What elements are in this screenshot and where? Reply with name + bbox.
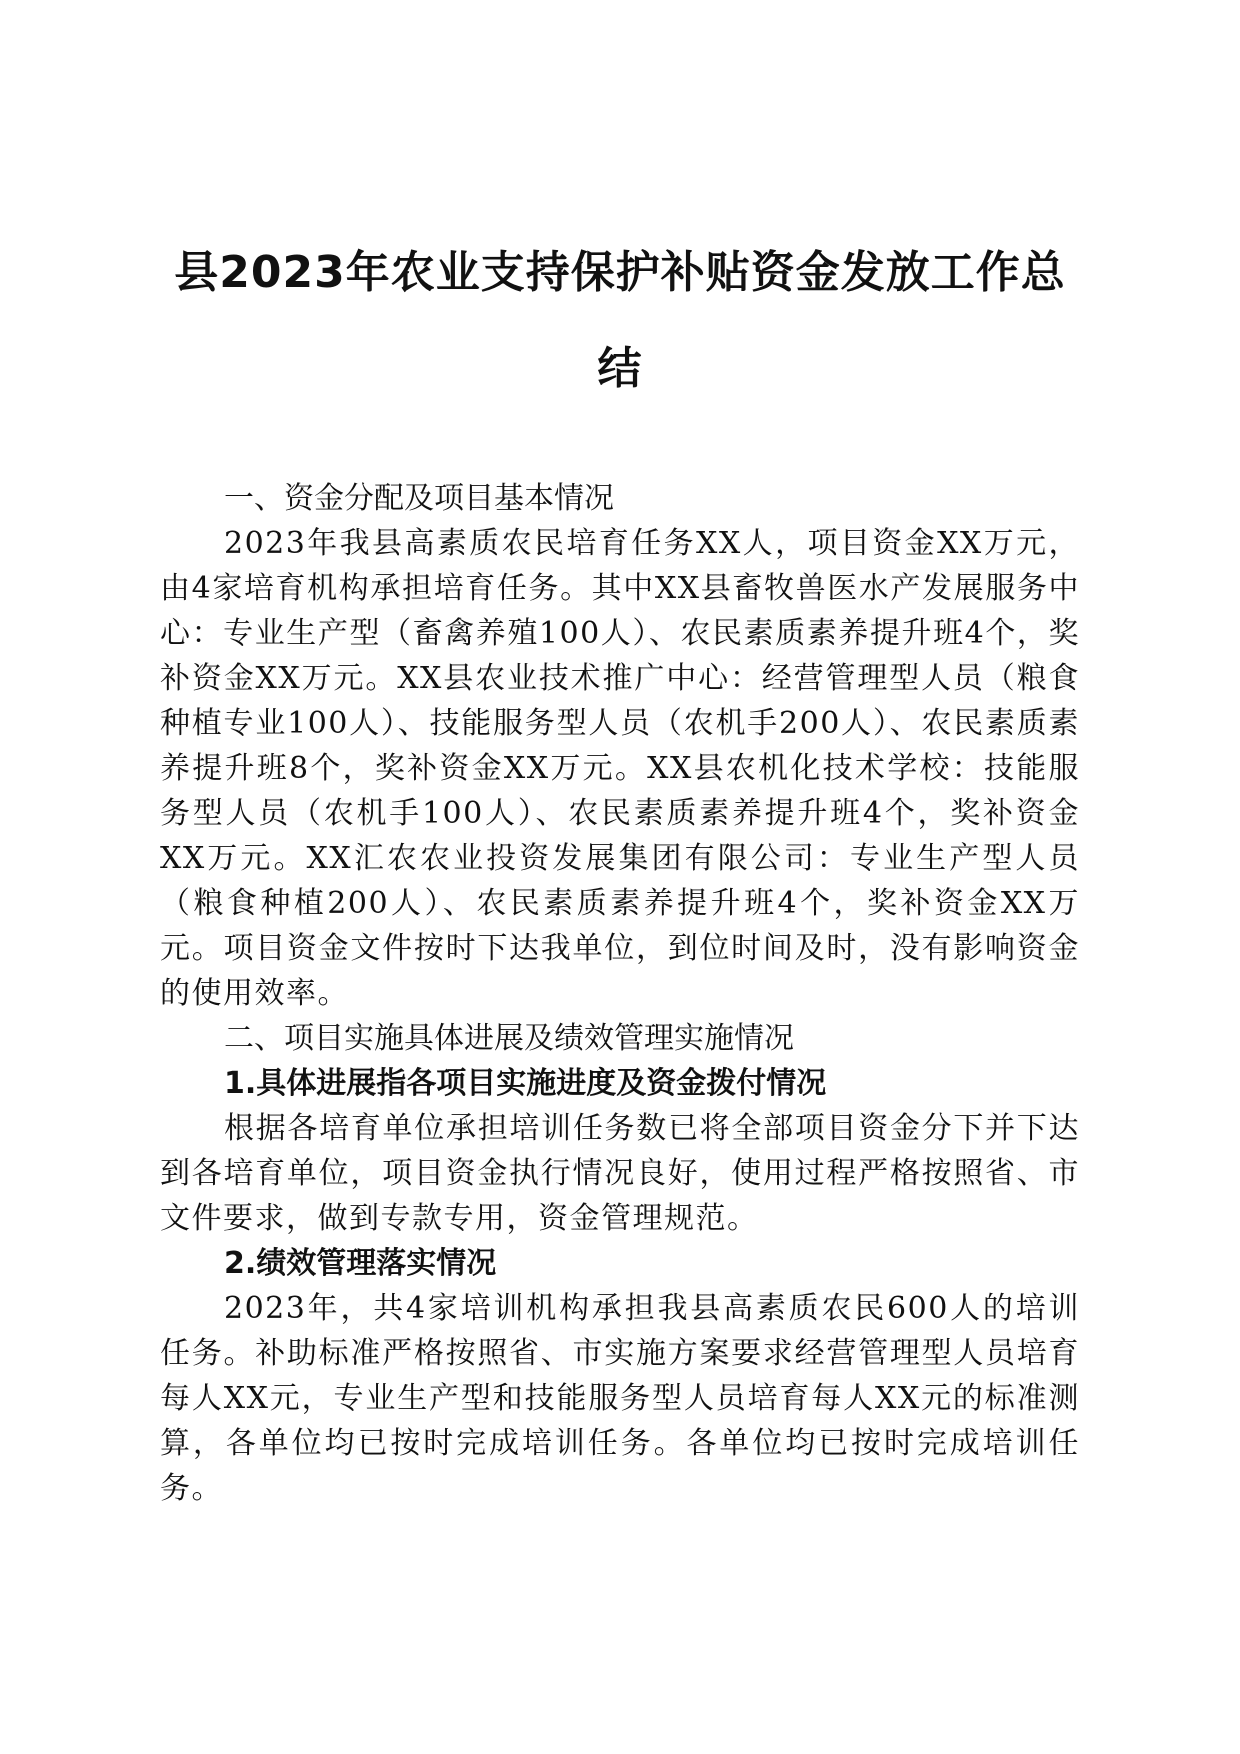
- subsection-heading-2-1: 1.具体进展指各项目实施进度及资金拨付情况: [224, 1066, 827, 1101]
- document-body: [160, 476, 1080, 1511]
- subsection-paragraph-2-2: 2023年，共4家培训机构承担我县高素质农民600人的培训任务。补助标准严格按照省、市实施方案要求经营管理型人员培育每人XX元，专业生产型和技能服务型人员培育每人XX元的标准测算，各单位均已按时完成培训任务。各单位均已按时完成培训任务。: [160, 1291, 1080, 1506]
- document-title: 县2023年农业支持保护补贴资金发放工作总结: [174, 247, 1066, 394]
- subsection-paragraph-2-1: 根据各培育单位承担培训任务数已将全部项目资金分下并下达到各培育单位，项目资金执行情况良好，使用过程严格按照省、市文件要求，做到专款专用，资金管理规范。: [160, 1111, 1080, 1236]
- section-heading-2: 二、项目实施具体进展及绩效管理实施情况: [224, 1021, 794, 1056]
- subsection-heading-2-2: 2.绩效管理落实情况: [224, 1246, 497, 1281]
- section-paragraph-1: 2023年我县高素质农民培育任务XX人，项目资金XX万元，由4家培育机构承担培育任务。其中XX县畜牧兽医水产发展服务中心：专业生产型（畜禽养殖100人）、农民素质素养提升班4个，奖补资金XX万元。XX县农业技术推广中心：经营管理型人员（粮食种植专业100人）、技能服务型人员（农机手200人）、农民素质素养提升班8个，奖补资金XX万元。XX县农机化技术学校：技能服务型人员（农机手100人）、农民素质素养提升班4个，奖补资金XX万元。XX汇农农业投资发展集团有限公司：专业生产型人员（粮食种植200人）、农民素质素养提升班4个，奖补资金XX万元。项目资金文件按时下达我单位，到位时间及时，没有影响资金的使用效率。: [160, 526, 1080, 1011]
- section-heading-1: 一、资金分配及项目基本情况: [224, 481, 614, 516]
